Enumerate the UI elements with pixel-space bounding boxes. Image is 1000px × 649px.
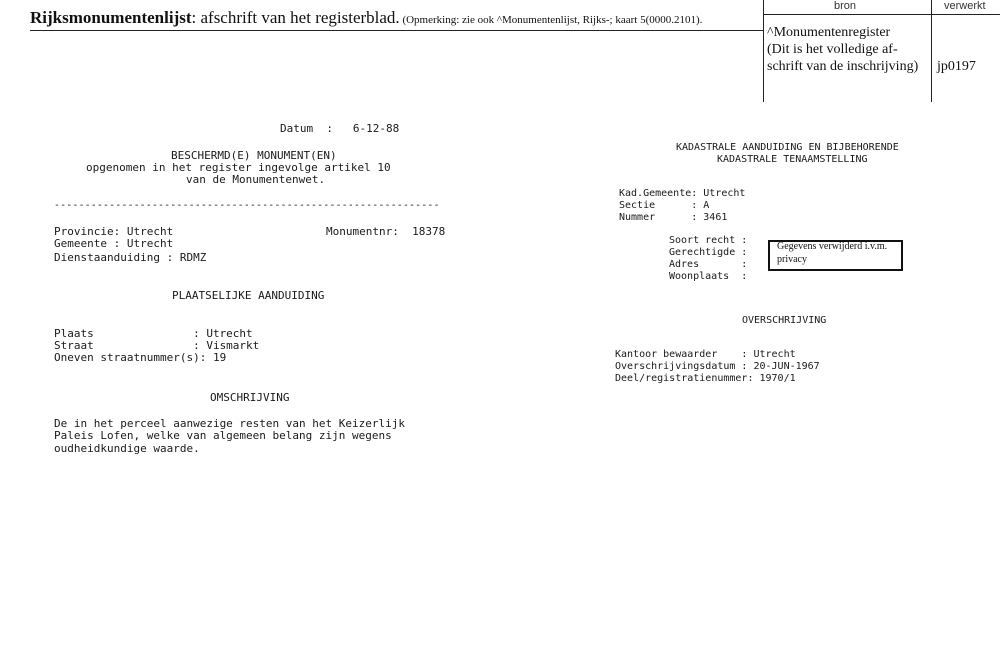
title-bold: Rijksmonumentenlijst — [30, 8, 192, 27]
woonplaats: Woonplaats : — [669, 271, 748, 282]
verwerkt-value: jp0197 — [937, 59, 976, 74]
datum-line: Datum : 6-12-88 — [280, 122, 400, 135]
soort-recht: Soort recht : — [669, 235, 748, 246]
table-header-rule — [763, 14, 1000, 15]
nummer: Nummer : 3461 — [619, 212, 728, 223]
verwerkt-header: verwerkt — [944, 0, 986, 12]
heading-overschrijving: OVERSCHRIJVING — [742, 315, 827, 326]
table-border-left — [763, 0, 764, 102]
header-rule — [30, 30, 763, 31]
sectie: Sectie : A — [619, 200, 710, 211]
kantoor-bewaarder: Kantoor bewaarder : Utrecht — [615, 349, 796, 360]
straat: Straat : Vismarkt — [54, 339, 260, 352]
dienstaanduiding: Dienstaanduiding : RDMZ — [54, 251, 207, 264]
title-note: (Opmerking: zie ook ^Monumentenlijst, Rijks-; kaart 5(0000.2101). — [399, 14, 703, 26]
kad-gemeente: Kad.Gemeente: Utrecht — [619, 188, 746, 199]
oneven-straatnummers: Oneven straatnummer(s): 19 — [54, 351, 227, 364]
bron-line-2: (Dit is het volledige af- — [767, 42, 898, 57]
heading-beschermd: BESCHERMD(E) MONUMENT(EN) — [171, 149, 337, 162]
heading-opgenomen: opgenomen in het register ingevolge artikel 10 — [86, 161, 391, 174]
bron-line-3: schrift van de inschrijving) — [767, 59, 919, 74]
description-line-1: De in het perceel aanwezige resten van het Keizerlijk — [54, 417, 405, 430]
privacy-line-1: Gegevens verwijderd i.v.m. — [777, 241, 888, 252]
adres: Adres : — [669, 259, 748, 270]
table-border-mid — [931, 0, 932, 102]
monumentnr: Monumentnr: 18378 — [326, 225, 446, 238]
plaats: Plaats : Utrecht — [54, 327, 253, 340]
heading-kadastrale: KADASTRALE AANDUIDING EN BIJBEHORENDE — [676, 142, 899, 153]
bron-header: bron — [834, 0, 857, 12]
heading-tenaamstelling: KADASTRALE TENAAMSTELLING — [717, 154, 868, 165]
document-title — [30, 8, 702, 28]
title-rest: : afschrift van het registerblad. — [191, 8, 400, 27]
description-line-3: oudheidkundige waarde. — [54, 442, 200, 455]
provincie: Provincie: Utrecht — [54, 225, 174, 238]
description-line-2: Paleis Lofen, welke van algemeen belang zijn wegens — [54, 429, 392, 442]
overschrijvingsdatum: Overschrijvingsdatum : 20-JUN-1967 — [615, 361, 820, 372]
gerechtigde: Gerechtigde : — [669, 247, 748, 258]
heading-monumentenwet: van de Monumentenwet. — [186, 173, 326, 186]
heading-omschrijving: OMSCHRIJVING — [210, 391, 290, 404]
bron-line-1: ^Monumentenregister — [767, 25, 891, 40]
gemeente: Gemeente : Utrecht — [54, 237, 174, 250]
heading-plaatselijke: PLAATSELIJKE AANDUIDING — [172, 289, 325, 302]
divider-line: --------------------------------------------------------------- — [54, 200, 440, 211]
deel-registratienummer: Deel/registratienummer: 1970/1 — [615, 373, 796, 384]
privacy-line-2: privacy — [777, 254, 807, 265]
